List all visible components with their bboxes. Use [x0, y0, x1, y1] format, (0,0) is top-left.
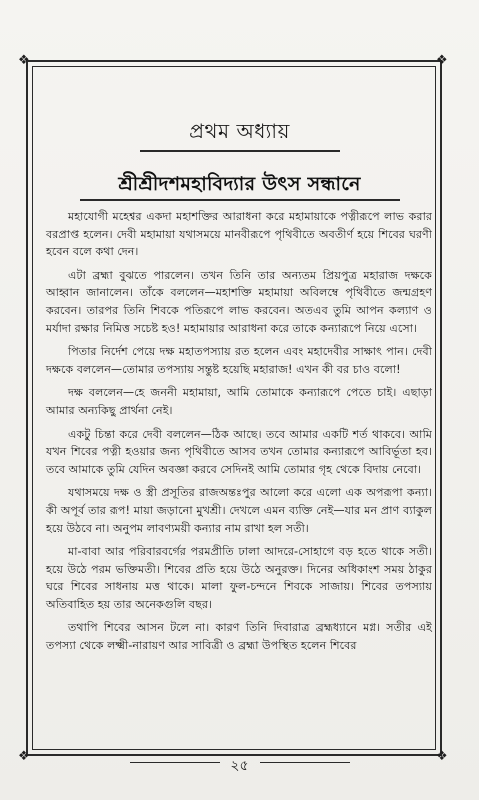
paragraph: একটু চিন্তা করে দেবী বললেন—ঠিক আছে। তবে আমার একটি শর্ত থাকবে। আমি যখন শিবের পত্নী হওয়ার জন্য পৃথিবীতে আসব তখন তোমার কন্যারূপে আবির্ভূতা হব। তবে আমাকে তুমি যেদিন অবজ্ঞা করবে সেদিনই আমি তোমার গৃহ থেকে বিদায় নেবো।	[46, 427, 432, 476]
paragraph: তথাপি শিবের আসন টলে না। কারণ তিনি দিবারাত্র ব্রহ্মধ্যানে মগ্ন। সতীর এই তপস্যা থেকে লক্ষ্মী-নারায়ণ আর সাবিত্রী ও ব্রহ্মা উপস্থিত হলেন শিবের	[46, 621, 432, 653]
section-underline	[80, 199, 400, 201]
paragraph: এটা ব্রহ্মা বুঝতে পারলেন। তখন তিনি তার অন্যতম প্রিয়পুত্র মহারাজ দক্ষকে আহ্বান জানালেন। তাঁকে বললেন—মহাশক্তি মহামায়া অবিলম্বে পৃথিবীতে জন্মগ্রহণ করবেন। তারপর তিনি শিবকে পতিরূপে লাভ করবেন। অতএব তুমি আপন কল্যাণ ও মর্যাদা রক্ষার নিমিত্ত সচেষ্ট হও! মহামায়ার আরাধনা করে তাকে কন্যারূপে নিয়ে এসো।	[46, 268, 432, 335]
paragraph: যথাসময়ে দক্ষ ও স্ত্রী প্রসূতির রাজঅন্তঃপুর আলো করে এলো এক অপরূপা কন্যা। কী অপূর্ব তার রূপ! মায়া জড়ানো মুখশ্রী। দেখলে এমন ব্যক্তি নেই—যার মন প্রাণ ব্যাকুল হয়ে উঠবে না। অনুপম লাবণ্যময়ী কন্যার নাম রাখা হল সতী।	[46, 486, 432, 535]
section-title: শ্রীশ্রীদশমহাবিদ্যার উৎস সন্ধানে	[118, 173, 361, 195]
footer-rule-right	[260, 762, 350, 763]
corner-ornament-icon: ❖	[436, 53, 448, 68]
corner-ornament-icon: ❖	[436, 749, 448, 764]
page-number: ২৫	[230, 758, 249, 774]
paragraph: পিতার নির্দেশ পেয়ে দক্ষ মহাতপস্যায় রত হলেন এবং মহাদেবীর সাক্ষাৎ পান। দেবী দক্ষকে বললেন—তোমার তপস্যায় সন্তুষ্ট হয়েছি মহারাজ! এখন কী বর চাও বলো!	[46, 345, 432, 376]
chapter-heading: প্রথম অধ্যায়	[189, 119, 290, 143]
paragraph: মহাযোগী মহেশ্বর একদা মহাশক্তির আরাধনা করে মহামায়াকে পত্নীরূপে লাভ করার বরপ্রাপ্ত হলেন। দেবী মহামায়া যথাসময়ে মানবীরূপে পৃথিবীতে অবতীর্ণ হয়ে শিবের ঘরণী হবেন বলে কথা দেন।	[46, 210, 432, 259]
corner-ornament-icon: ❖	[18, 749, 30, 764]
chapter-underline	[140, 150, 340, 152]
body-text	[46, 208, 432, 659]
corner-ornament-icon: ❖	[18, 53, 30, 68]
paragraph: দক্ষ বললেন—হে জননী মহামায়া, আমি তোমাকে কন্যারূপে পেতে চাই। এছাড়া আমার অন্যকিছু প্রার্থনা নেই।	[46, 386, 432, 417]
paragraph: মা-বাবা আর পরিবারবর্গের পরমপ্রীতি ঢালা আদরে-সোহাগে বড় হতে থাকে সতী। হয়ে উঠে পরম ভক্তিমতী। শিবের প্রতি হয়ে উঠে অনুরক্ত। দিনের অধিকাংশ সময় ঠাকুর ঘরে শিবের সাধনায় মত্ত থাকে। মালা ফুল-চন্দনে শিবকে সাজায়। শিবের তপস্যায় অতিবাহিত হয় তার অনেকগুলি বছর।	[46, 545, 432, 611]
